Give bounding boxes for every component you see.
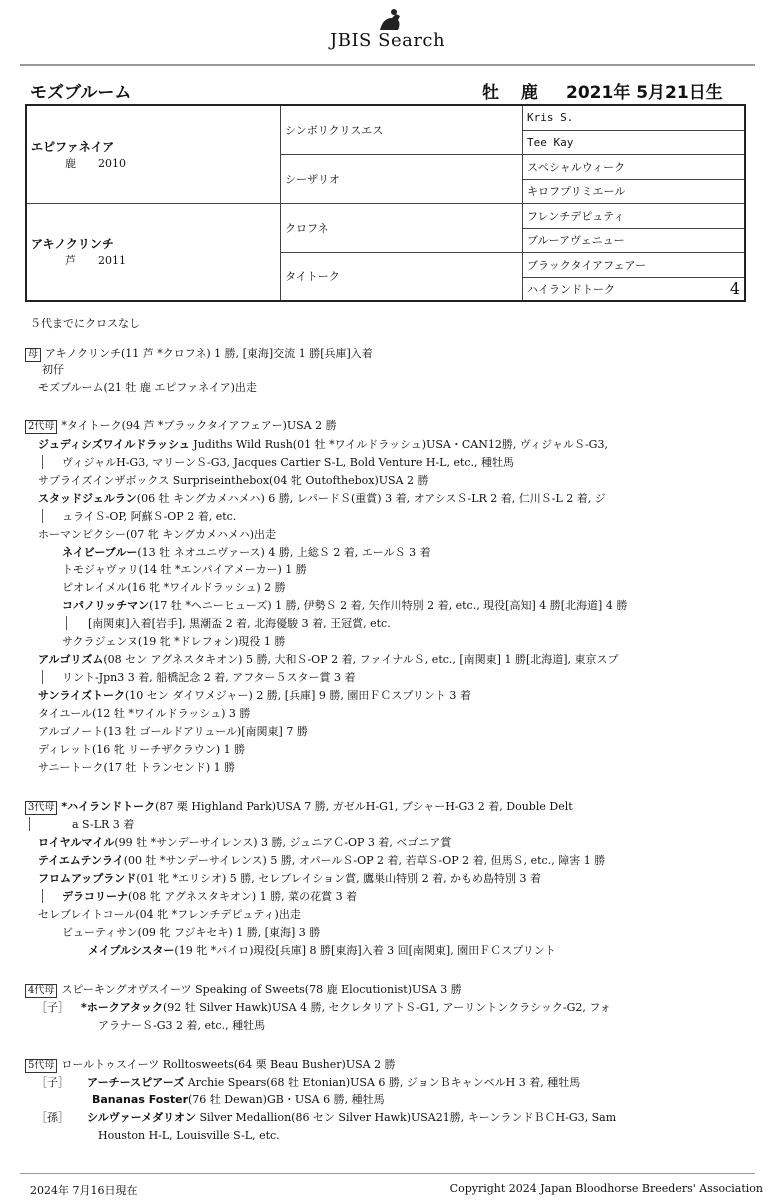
dam-line-2: 初仔 bbox=[42, 363, 64, 376]
gen3-l5: セレブレイトコール(04 牝 *フレンチデピュティ)出走 bbox=[38, 908, 301, 921]
pedigree-g3-7[interactable]: ブラックタイアフェアー bbox=[523, 252, 746, 277]
gen4-l1 bbox=[36, 1000, 611, 1016]
header-divider bbox=[20, 64, 755, 66]
section-tag-gen4: 4代母 bbox=[25, 984, 57, 998]
gen2-l13-name: アルゴリズム bbox=[38, 653, 104, 666]
gen3-l7 bbox=[88, 943, 556, 959]
gen2-l4-name: スタッドジェルラン bbox=[38, 492, 137, 505]
gen4-l1-rest: (92 牡 Silver Hawk)USA 4 勝, セクレタリアトＳ-G1, アーリントンクラシック-G2, フォ bbox=[162, 1001, 611, 1014]
gen5-l2-name: Bananas Foster bbox=[92, 1093, 189, 1106]
gen4-l2: アラナーＳ-G3 2 着, etc., 種牡馬 bbox=[98, 1019, 266, 1032]
gen2-l8: トモジャヴァリ(14 牡 *エンパイアメーカー) 1 勝 bbox=[62, 563, 307, 576]
grandchild-tag: ［孫］ bbox=[36, 1111, 69, 1124]
gen5-l1 bbox=[36, 1075, 580, 1091]
gen5-l3-rest: Silver Medallion(86 セン Silver Hawk)USA21勝, キーンランドＢＣH-G3, Sam bbox=[195, 1111, 617, 1124]
gen5-head bbox=[25, 1057, 396, 1073]
gen2-head-text: *タイトーク(94 芦 *ブラックタイアフェアー)USA 2 勝 bbox=[61, 419, 337, 432]
pedigree-g2-1[interactable]: シンボリクリスエス bbox=[281, 105, 523, 154]
indent-bar bbox=[42, 509, 43, 523]
gen2-l13-rest: (08 セン アグネスタキオン) 5 勝, 大和Ｓ-OP 2 着, ファイナルＳ, etc., [南関東] 1 勝[北海道], 東京スプ bbox=[103, 653, 619, 666]
gen2-l7 bbox=[62, 545, 431, 561]
gen3-l1-name: ロイヤルマイル bbox=[38, 836, 115, 849]
cross-note: ５代までにクロスなし bbox=[30, 317, 140, 330]
gen5-l1-name: アーチースピアーズ bbox=[87, 1076, 185, 1089]
pedigree-g2-4[interactable]: タイトーク bbox=[281, 252, 523, 301]
gen2-l6: ホーマンピクシー(07 牝 キングカメハメハ)出走 bbox=[38, 528, 277, 541]
gen5-l3 bbox=[36, 1110, 616, 1126]
indent-bar bbox=[29, 817, 30, 831]
gen4-head-text: スピーキングオヴスイーツ Speaking of Sweets(78 鹿 Elocutionist)USA 3 勝 bbox=[61, 983, 462, 996]
gen3-l4-name: デラコリーナ bbox=[62, 890, 128, 903]
gen2-l12: サクラジェンヌ(19 牝 *ドレフォン)現役 1 勝 bbox=[62, 635, 286, 648]
dam-section bbox=[25, 346, 373, 362]
gen2-l16: タイユール(12 牡 *ワイルドラッシュ) 3 勝 bbox=[38, 707, 251, 720]
gen3-l2-rest: (00 牡 *サンデーサイレンス) 5 勝, オパールＳ-OP 2 着, 若草Ｓ-OP 2 着, 但馬Ｓ, etc., 障害 1 勝 bbox=[123, 854, 606, 867]
dam-line-1: アキノクリンチ(11 芦 *クロフネ) 1 勝, [東海]交流 1 勝[兵庫]入着 bbox=[45, 347, 373, 360]
pedigree-g3-3[interactable]: スペシャルウィーク bbox=[523, 154, 746, 179]
sire-name: エピファネイア bbox=[31, 139, 115, 154]
footer-date: 2024年 7月16日現在 bbox=[30, 1184, 138, 1197]
dam-year: 2011 bbox=[98, 254, 126, 268]
pedigree-g3-8-name: ハイランドトーク bbox=[527, 282, 615, 296]
section-tag-gen2: 2代母 bbox=[25, 420, 57, 434]
gen2-l18: ディレット(16 牝 リーチザクラウン) 1 勝 bbox=[38, 743, 246, 756]
child-tag: ［子］ bbox=[36, 1001, 69, 1014]
gen3-l7-name: メイプルシスター bbox=[88, 944, 175, 957]
gen2-l15-name: サンライズトーク bbox=[38, 689, 126, 702]
indent-bar bbox=[42, 455, 43, 469]
gen3-head bbox=[25, 799, 573, 815]
logo-text: JBIS Search bbox=[330, 30, 446, 51]
inbreeding-number: 4 bbox=[729, 278, 740, 298]
pedigree-sire[interactable] bbox=[26, 105, 281, 203]
dam-name: アキノクリンチ bbox=[31, 237, 114, 252]
gen3-l1 bbox=[38, 835, 451, 851]
gen2-l17: アルゴノート(13 牡 ゴールドアリュール)[南関東] 7 勝 bbox=[38, 725, 308, 738]
gen5-l2 bbox=[92, 1092, 385, 1108]
gen3-l3-name: フロムアップランド bbox=[38, 872, 137, 885]
gen2-l10-rest: (17 牡 *ヘニーヒューズ) 1 勝, 伊勢Ｓ 2 着, 矢作川特別 2 着, etc., 現役[高知] 4 勝[北海道] 4 勝 bbox=[149, 599, 628, 612]
gen2-l4-rest: (06 牡 キングカメハメハ) 6 勝, レパードＳ(重賞) 3 着, オアシスＳ-LR 2 着, 仁川Ｓ-L 2 着, ジ bbox=[136, 492, 606, 505]
pedigree-g2-3[interactable]: クロフネ bbox=[281, 203, 523, 252]
footer-copyright: Copyright 2024 Japan Bloodhorse Breeders' Association bbox=[449, 1182, 763, 1195]
pedigree-table bbox=[25, 104, 746, 302]
gen3-head-rest: (87 栗 Highland Park)USA 7 勝, ガゼルH-G1, ブシャーH-G3 2 着, Double Delt bbox=[155, 800, 573, 813]
pedigree-g3-6[interactable]: ブルーアヴェニュー bbox=[523, 228, 746, 252]
gen5-l3-name: シルヴァーメダリオン bbox=[87, 1111, 196, 1124]
gen5-head-text: ロールトゥスイーツ Rolltosweets(64 栗 Beau Busher)USA 2 勝 bbox=[61, 1058, 396, 1071]
gen5-l4: Houston H-L, Louisville S-L, etc. bbox=[98, 1129, 280, 1142]
gen2-head bbox=[25, 418, 337, 434]
sire-color: 鹿 bbox=[65, 156, 76, 170]
gen2-l1-rest: Judiths Wild Rush(01 牡 *ワイルドラッシュ)USA・CAN12勝, ヴィジャルＳ-G3, bbox=[189, 438, 608, 451]
gen3-l4-rest: (08 牝 アグネスタキオン) 1 勝, 菜の花賞 3 着 bbox=[128, 890, 358, 903]
pedigree-g3-2[interactable]: Tee Kay bbox=[523, 130, 746, 154]
pedigree-g3-8[interactable] bbox=[523, 277, 746, 301]
gen3-l2-name: テイエムテンライ bbox=[38, 854, 124, 867]
section-tag-dam: 母 bbox=[25, 348, 41, 362]
pedigree-g3-1[interactable]: Kris S. bbox=[523, 105, 746, 130]
gen2-l7-rest: (13 牡 ネオユニヴァース) 4 勝, 上総Ｓ 2 着, エールＳ 3 着 bbox=[137, 546, 431, 559]
gen2-l15-rest: (10 セン ダイワメジャー) 2 勝, [兵庫] 9 勝, 園田ＦＣスプリント 3 着 bbox=[125, 689, 471, 702]
indent-bar bbox=[42, 670, 43, 684]
pedigree-g3-4[interactable]: キロフプリミエール bbox=[523, 179, 746, 203]
gen3-l6: ビューティサン(09 牝 フジキセキ) 1 勝, [東海] 3 勝 bbox=[62, 926, 321, 939]
gen2-l14: リント-Jpn3 3 着, 船橋記念 2 着, アフター５スター賞 3 着 bbox=[62, 671, 356, 684]
gen2-l2: ヴィジャルH-G3, マリーンＳ-G3, Jacques Cartier S-L, Bold Venture H-L, etc., 種牡馬 bbox=[62, 456, 515, 469]
indent-bar bbox=[66, 616, 67, 630]
gen2-l5: ュライＳ-OP, 阿蘇Ｓ-OP 2 着, etc. bbox=[62, 510, 237, 523]
horse-name: モズブルーム bbox=[30, 83, 132, 103]
sire-year: 2010 bbox=[98, 156, 126, 170]
gen2-l15 bbox=[38, 688, 471, 704]
gen3-head2: a S-LR 3 着 bbox=[72, 818, 135, 831]
section-tag-gen3: 3代母 bbox=[25, 801, 57, 815]
gen2-l4 bbox=[38, 491, 606, 507]
footer-divider bbox=[20, 1173, 755, 1174]
pedigree-g2-2[interactable]: シーザリオ bbox=[281, 154, 523, 203]
gen2-l3: サプライズインザボックス Surpriseinthebox(04 牝 Outofthebox)USA 2 勝 bbox=[38, 474, 429, 487]
pedigree-dam[interactable] bbox=[26, 203, 281, 301]
gen3-l3 bbox=[38, 871, 541, 887]
gen2-l11: [南関東]入着[岩手], 黒潮盃 2 着, 北海優駿 3 着, 王冠賞, etc. bbox=[88, 617, 391, 630]
gen2-l13 bbox=[38, 652, 619, 668]
gen2-l7-name: ネイビーブルー bbox=[62, 546, 138, 559]
gen3-l3-rest: (01 牝 *エリシオ) 5 勝, セレブレイション賞, 鷹巣山特別 2 着, かもめ島特別 3 着 bbox=[136, 872, 542, 885]
horse-dob: 2021年 5月21日生 bbox=[566, 83, 723, 103]
gen2-l1 bbox=[38, 437, 608, 453]
gen2-l1-name: ジュディシズワイルドラッシュ bbox=[38, 438, 190, 451]
gen2-l9: ピオレイメル(16 牝 *ワイルドラッシュ) 2 勝 bbox=[62, 581, 286, 594]
gen4-l1-name: *ホークアタック bbox=[81, 1001, 163, 1014]
dam-color: 芦 bbox=[65, 254, 76, 268]
dam-line-3: モズブルーム(21 牡 鹿 エピファネイア)出走 bbox=[38, 381, 257, 394]
gen2-l10-name: コパノリッチマン bbox=[62, 599, 150, 612]
gen5-l2-rest: (76 牡 Dewan)GB・USA 6 勝, 種牡馬 bbox=[188, 1093, 385, 1106]
gen3-l2 bbox=[38, 853, 605, 869]
gen3-head-name: *ハイランドトーク bbox=[61, 800, 156, 813]
child-tag: ［子］ bbox=[36, 1076, 69, 1089]
gen4-head bbox=[25, 982, 462, 998]
gen3-l4 bbox=[62, 889, 357, 905]
section-tag-gen5: 5代母 bbox=[25, 1059, 57, 1073]
pedigree-g3-5[interactable]: フレンチデピュティ bbox=[523, 203, 746, 228]
gen5-l1-rest: Archie Spears(68 牡 Etonian)USA 6 勝, ジョンＢキャンベルH 3 着, 種牡馬 bbox=[184, 1076, 581, 1089]
gen2-l10 bbox=[62, 598, 627, 614]
gen2-l19: サニートーク(17 牡 トランセンド) 1 勝 bbox=[38, 761, 236, 774]
gen3-l7-rest: (19 牝 *パイロ)現役[兵庫] 8 勝[東海]入着 3 回[南関東], 園田ＦＣスプリント bbox=[174, 944, 556, 957]
gen3-l1-rest: (99 牡 *サンデーサイレンス) 3 勝, ジュニアＣ-OP 3 着, ベゴニア賞 bbox=[114, 836, 452, 849]
indent-bar bbox=[42, 889, 43, 903]
horse-sex-color: 牡 鹿 bbox=[482, 83, 546, 103]
jbis-logo[interactable] bbox=[320, 6, 470, 56]
